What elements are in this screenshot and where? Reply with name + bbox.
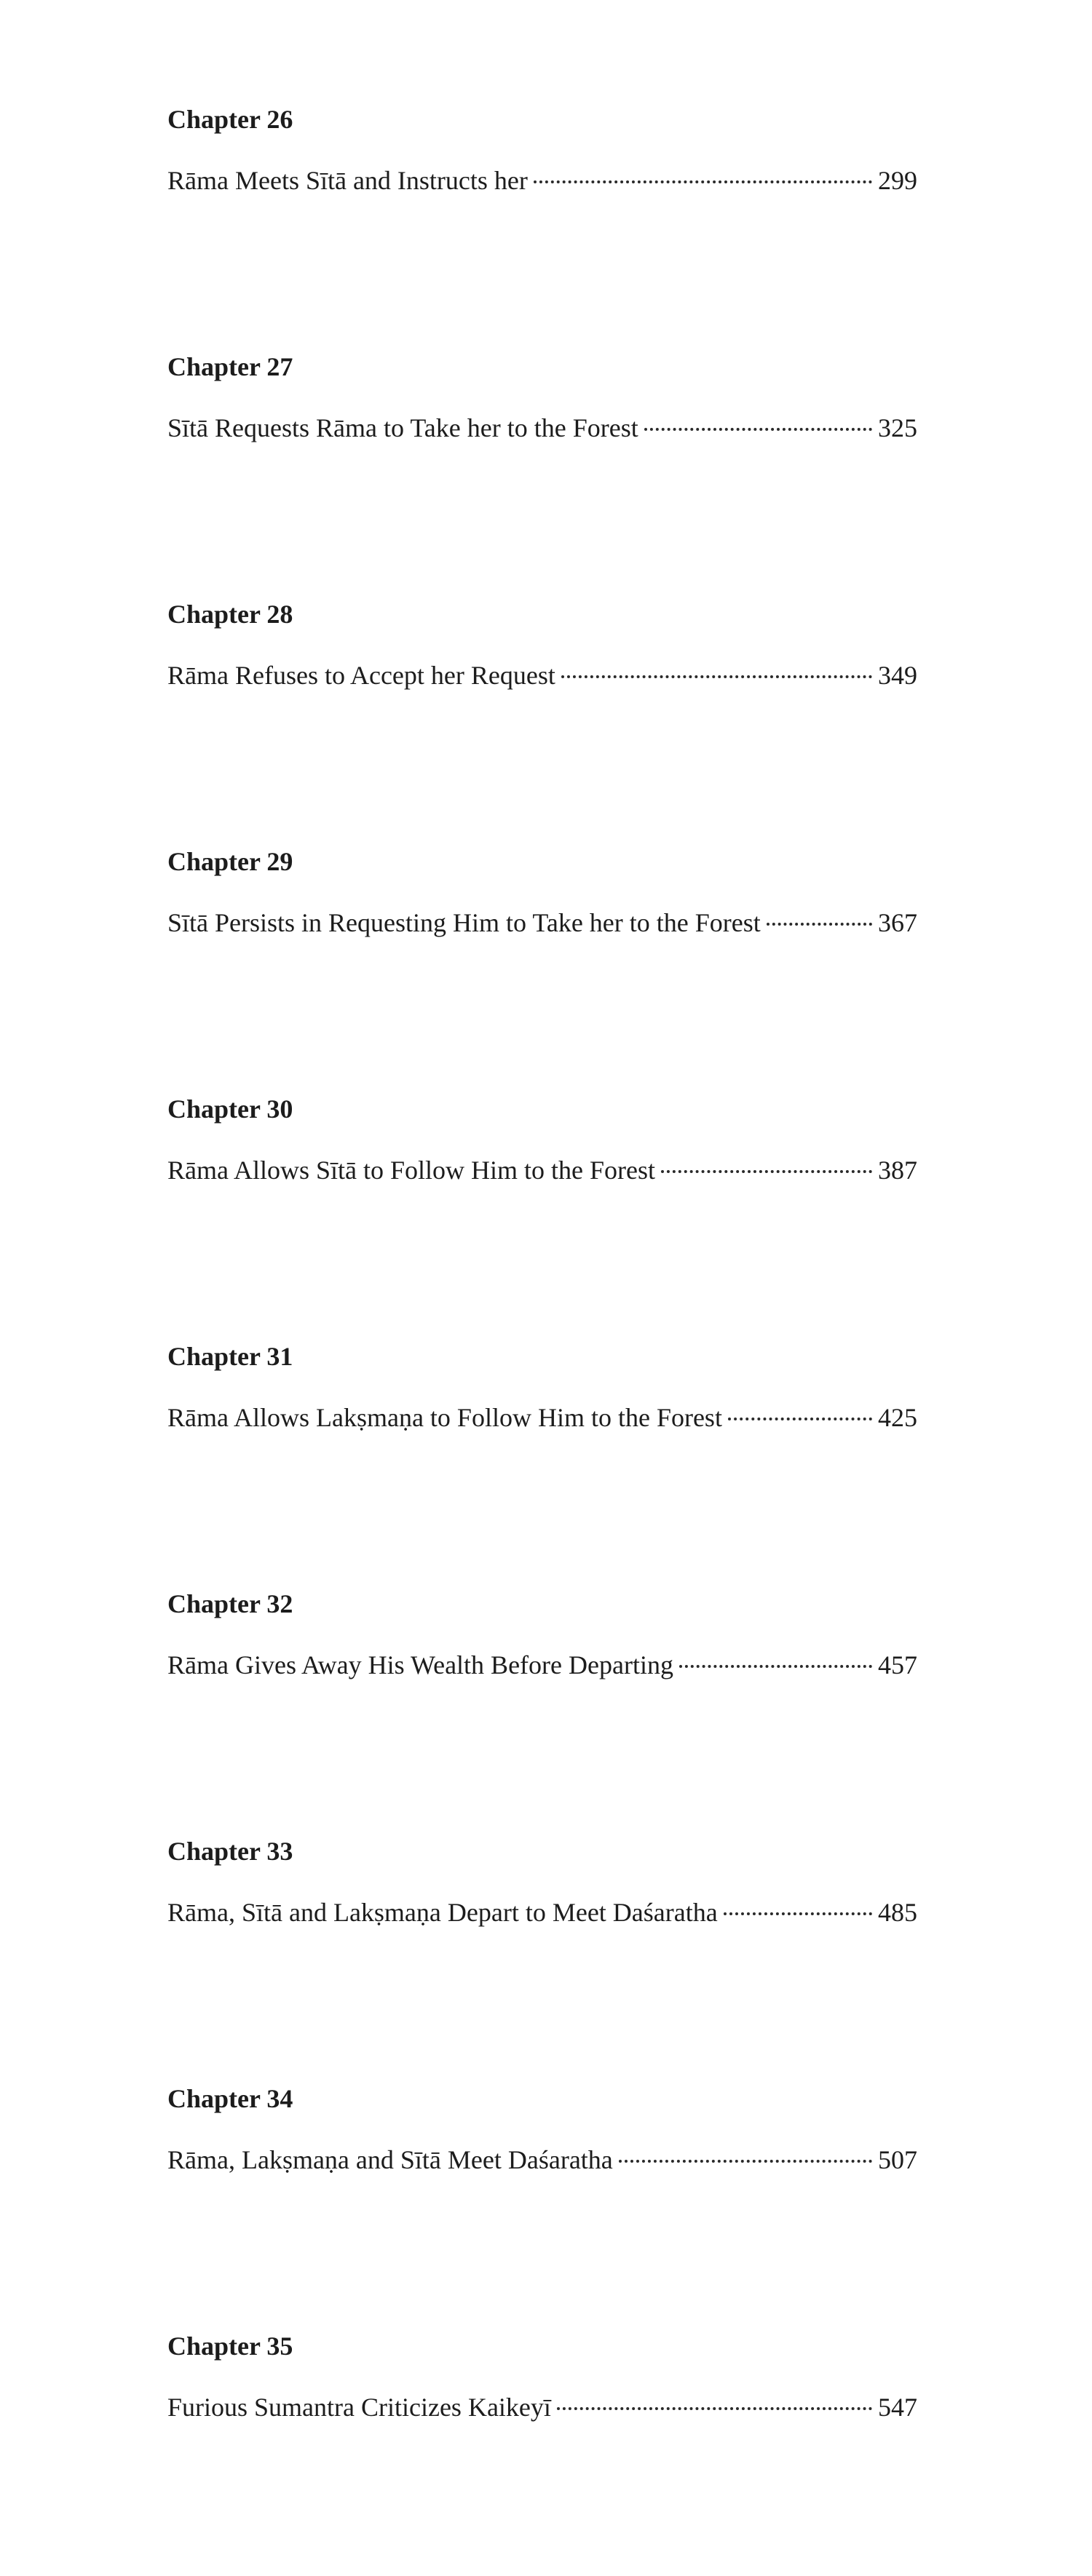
toc-entry: [167, 1586, 917, 1834]
dot-leader: [557, 2407, 872, 2410]
chapter-title: Furious Sumantra Criticizes Kaikeyī: [167, 2393, 551, 2422]
chapter-heading: Chapter 35: [167, 2331, 293, 2361]
chapter-title: Rāma Meets Sītā and Instructs her: [167, 166, 528, 195]
dot-leader: [767, 923, 872, 926]
chapter-heading: Chapter 29: [167, 847, 293, 876]
toc-line: [167, 905, 917, 940]
page-number: 507: [878, 2145, 917, 2174]
chapter-title: Rāma Allows Lakṣmaṇa to Follow Him to the Forest: [167, 1403, 722, 1432]
toc-entry: [167, 1092, 917, 1339]
chapter-heading: Chapter 27: [167, 352, 293, 381]
dot-leader: [534, 180, 872, 183]
page-number: 485: [878, 1898, 917, 1927]
chapter-heading: Chapter 33: [167, 1837, 293, 1866]
dot-leader: [724, 1912, 872, 1915]
toc-entry: [167, 1834, 917, 2081]
toc-entry: [167, 1339, 917, 1586]
toc-line: [167, 1895, 917, 1930]
dot-leader: [679, 1665, 872, 1668]
chapter-title: Rāma Gives Away His Wealth Before Departing: [167, 1650, 673, 1679]
chapter-heading: Chapter 30: [167, 1094, 293, 1124]
toc-line: [167, 2390, 917, 2425]
table-of-contents: [167, 102, 917, 2576]
dot-leader: [561, 675, 872, 678]
toc-entry: [167, 597, 917, 844]
chapter-title: Rāma Refuses to Accept her Request: [167, 661, 555, 690]
chapter-title: Rāma, Sītā and Lakṣmaṇa Depart to Meet Daśaratha: [167, 1898, 718, 1927]
dot-leader: [661, 1170, 872, 1173]
chapter-title: Rāma, Lakṣmaṇa and Sītā Meet Daśaratha: [167, 2145, 613, 2174]
toc-line: [167, 2142, 917, 2177]
page-number: 457: [878, 1650, 917, 1679]
page-number: 425: [878, 1403, 917, 1432]
chapter-heading: Chapter 26: [167, 105, 293, 134]
toc-line: [167, 1647, 917, 1682]
page-number: 387: [878, 1156, 917, 1185]
page-number: 367: [878, 908, 917, 937]
page-number: 349: [878, 661, 917, 690]
toc-entry: [167, 349, 917, 597]
dot-leader: [728, 1418, 872, 1420]
chapter-title: Sītā Requests Rāma to Take her to the Forest: [167, 413, 638, 442]
page-number: 299: [878, 166, 917, 195]
toc-entry: [167, 2329, 917, 2576]
page-number: 547: [878, 2393, 917, 2422]
toc-entry: [167, 102, 917, 349]
page-number: 325: [878, 413, 917, 442]
toc-line: [167, 1400, 917, 1435]
dot-leader: [619, 2160, 872, 2163]
toc-entry: [167, 2081, 917, 2329]
toc-entry: [167, 844, 917, 1092]
chapter-heading: Chapter 31: [167, 1342, 293, 1371]
toc-line: [167, 1153, 917, 1188]
chapter-title: Sītā Persists in Requesting Him to Take her to the Forest: [167, 908, 761, 937]
toc-line: [167, 658, 917, 693]
chapter-heading: Chapter 32: [167, 1589, 293, 1618]
chapter-title: Rāma Allows Sītā to Follow Him to the Forest: [167, 1156, 656, 1185]
chapter-heading: Chapter 28: [167, 600, 293, 629]
chapter-heading: Chapter 34: [167, 2084, 293, 2113]
toc-line: [167, 410, 917, 445]
dot-leader: [644, 428, 872, 431]
toc-line: [167, 163, 917, 198]
